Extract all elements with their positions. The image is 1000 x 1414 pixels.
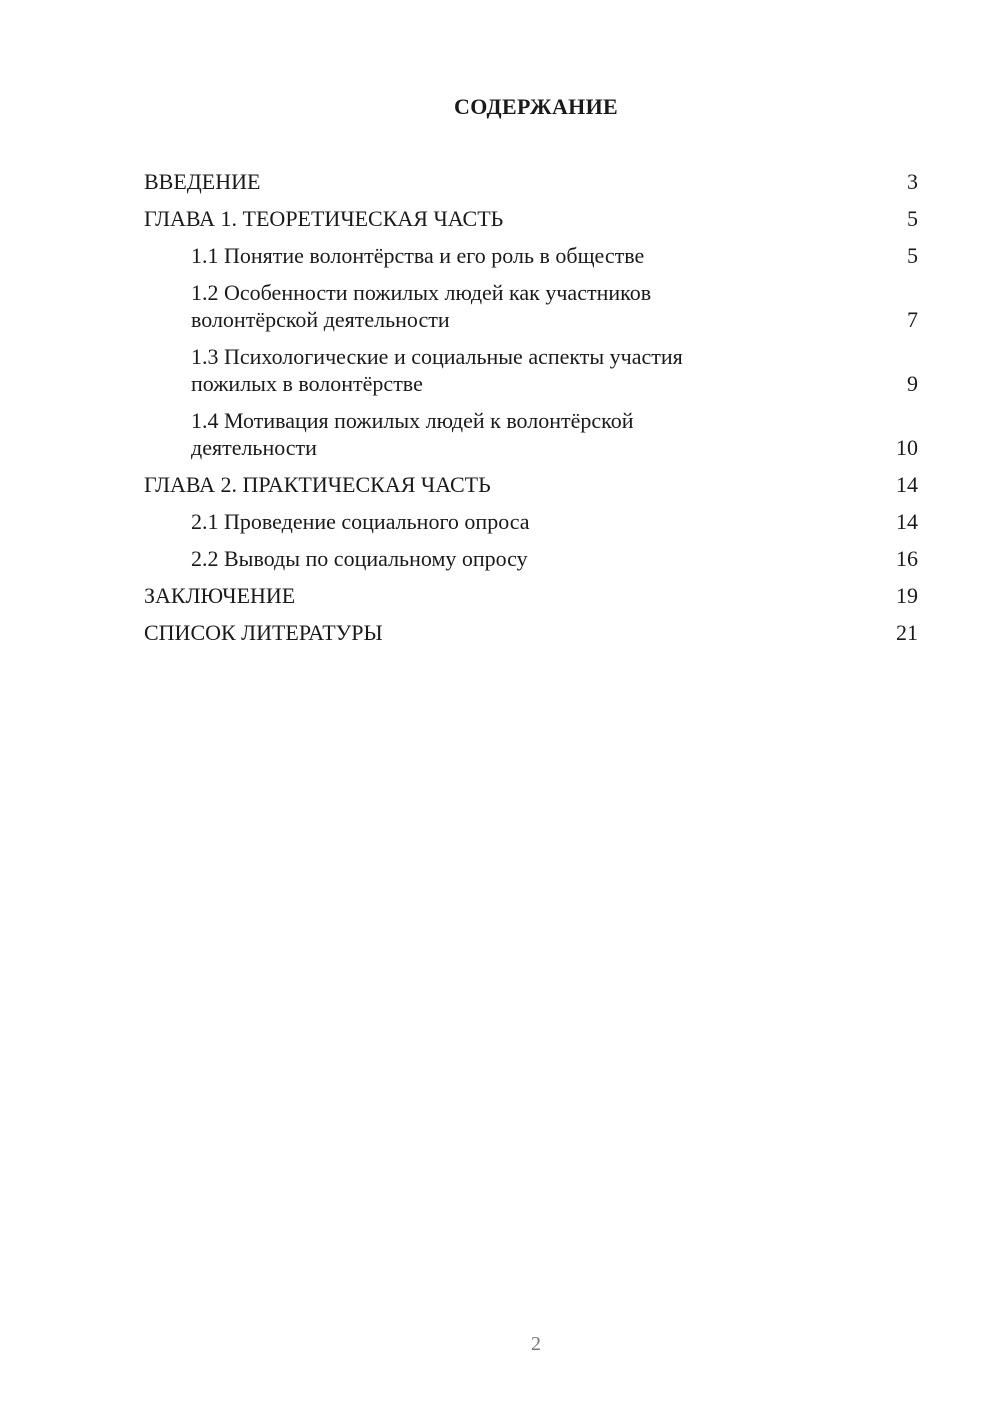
toc-entry-page: 9 bbox=[907, 371, 918, 396]
toc-entry-text: ГЛАВА 2. ПРАКТИЧЕСКАЯ ЧАСТЬ bbox=[144, 472, 491, 497]
toc-entry-section-1-2 bbox=[144, 279, 918, 333]
toc-entry-section-1-1 bbox=[144, 242, 918, 269]
toc-entry-conclusion bbox=[144, 582, 918, 609]
toc-entry-section-2-1 bbox=[144, 508, 918, 535]
toc-entry-text: 2.1 Проведение социального опроса bbox=[191, 509, 530, 534]
toc-entry-page: 16 bbox=[896, 546, 918, 571]
toc-entry-page: 5 bbox=[907, 243, 918, 268]
toc-entry-page: 10 bbox=[896, 435, 918, 460]
toc-entry-page: 19 bbox=[896, 583, 918, 608]
toc-entry-page: 5 bbox=[907, 206, 918, 231]
table-of-contents bbox=[144, 168, 918, 656]
toc-entry-chapter-2 bbox=[144, 471, 918, 498]
toc-entry-text: 2.2 Выводы по социальному опросу bbox=[191, 546, 528, 571]
toc-entry-text: 1.4 Мотивация пожилых людей к волонтёрской деятельности bbox=[191, 408, 634, 460]
toc-entry-section-1-4 bbox=[144, 407, 918, 461]
toc-entry-page: 14 bbox=[896, 472, 918, 497]
toc-entry-text: 1.3 Психологические и социальные аспекты участия пожилых в волонтёрстве bbox=[191, 344, 683, 396]
toc-entry-section-1-3 bbox=[144, 343, 918, 397]
toc-entry-page: 21 bbox=[896, 620, 918, 645]
toc-entry-text: ЗАКЛЮЧЕНИЕ bbox=[144, 583, 296, 608]
toc-title: СОДЕРЖАНИЕ bbox=[454, 94, 618, 119]
toc-entry-text: ГЛАВА 1. ТЕОРЕТИЧЕСКАЯ ЧАСТЬ bbox=[144, 206, 504, 231]
toc-entry-introduction bbox=[144, 168, 918, 195]
page-number: 2 bbox=[531, 1333, 541, 1355]
toc-entry-chapter-1 bbox=[144, 205, 918, 232]
toc-entry-section-2-2 bbox=[144, 545, 918, 572]
toc-entry-text: СПИСОК ЛИТЕРАТУРЫ bbox=[144, 620, 383, 645]
toc-entry-page: 14 bbox=[896, 509, 918, 534]
toc-entry-page: 3 bbox=[907, 169, 918, 194]
toc-entry-text: 1.2 Особенности пожилых людей как участников волонтёрской деятельности bbox=[191, 280, 652, 332]
toc-entry-references bbox=[144, 619, 918, 646]
toc-entry-page: 7 bbox=[907, 307, 918, 332]
toc-entry-text: 1.1 Понятие волонтёрства и его роль в обществе bbox=[191, 243, 645, 268]
toc-entry-text: ВВЕДЕНИЕ bbox=[144, 169, 261, 194]
